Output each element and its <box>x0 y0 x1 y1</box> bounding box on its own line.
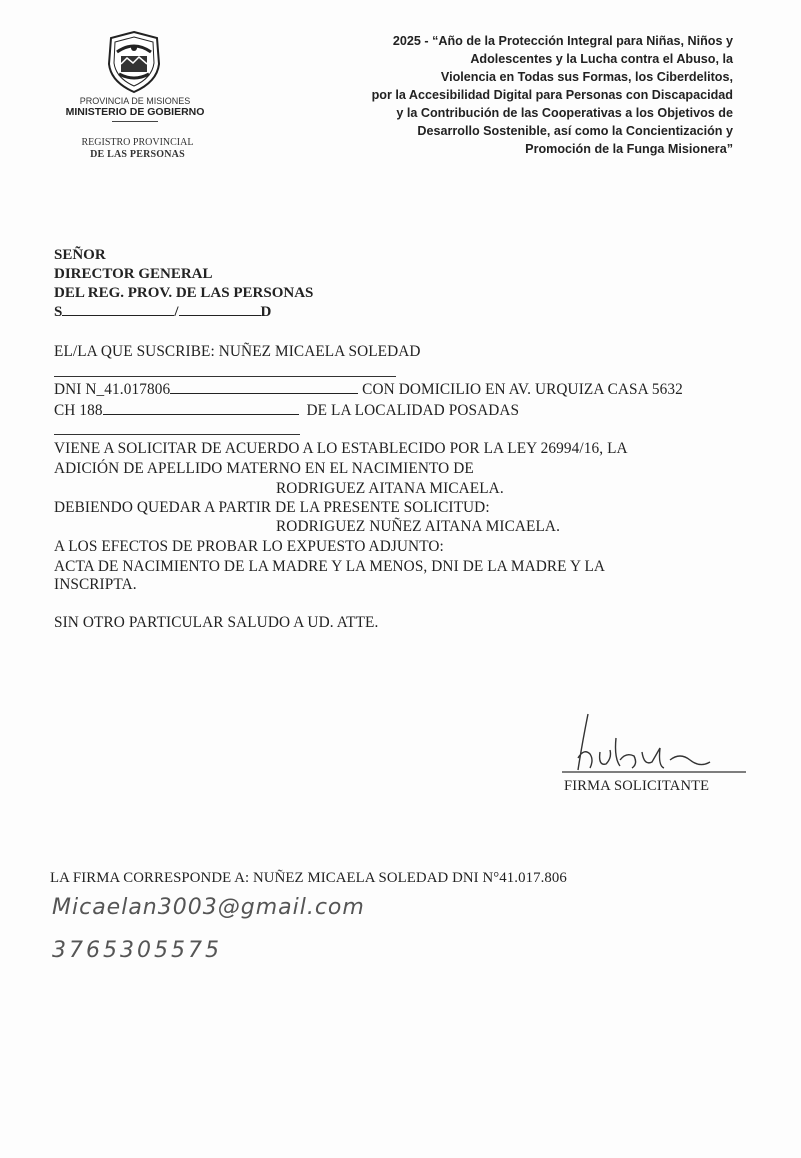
name-after: RODRIGUEZ NUÑEZ AITANA MICAELA. <box>276 518 560 535</box>
salutation-slash: / <box>174 304 179 320</box>
salutation-d: D <box>260 304 272 320</box>
letterhead-divider <box>112 121 158 122</box>
addressee-line: SEÑOR <box>54 247 106 263</box>
blank-line <box>62 303 174 316</box>
handwritten-signature <box>560 708 750 788</box>
blank-line <box>54 376 396 377</box>
addressee-block <box>54 246 313 322</box>
motto-line: por la Accesibilidad Digital para Personas con Discapacidad <box>371 88 733 102</box>
dni-value: DNI N_41.017806 <box>54 381 171 398</box>
request-line: VIENE A SOLICITAR DE ACUERDO A LO ESTABLECIDO POR LA LEY 26994/16, LA <box>54 440 628 457</box>
locality-line <box>54 402 519 420</box>
ch-value: CH 188 <box>54 402 103 419</box>
motto-line: Promoción de la Funga Misionera” <box>525 142 733 156</box>
motto-line: Adolescentes y la Lucha contra el Abuso, la <box>470 52 733 66</box>
addressee-line: DEL REG. PROV. DE LAS PERSONAS <box>54 285 314 301</box>
motto-line: Desarrollo Sostenible, así como la Concientización y <box>417 124 733 138</box>
handwritten-phone: 3765305575 <box>52 938 222 963</box>
request-line: ADICIÓN DE APELLIDO MATERNO EN EL NACIMIENTO DE <box>54 460 474 477</box>
blank-line <box>54 434 300 435</box>
motto-line: Violencia en Todas sus Formas, los Ciberdelitos, <box>440 70 733 84</box>
blank-line <box>179 303 261 316</box>
subscriber-line: EL/LA QUE SUSCRIBE: NUÑEZ MICAELA SOLEDAD <box>54 343 421 360</box>
domicile-value: CON DOMICILIO EN AV. URQUIZA CASA 5632 <box>362 381 683 398</box>
name-before: RODRIGUEZ AITANA MICAELA. <box>276 480 504 497</box>
proof-line: ACTA DE NACIMIENTO DE LA MADRE Y LA MENOS, DNI DE LA MADRE Y LA <box>54 558 606 575</box>
coat-of-arms-seal-icon <box>103 30 165 94</box>
registry-name-line1: REGISTRO PROVINCIAL <box>81 137 194 148</box>
proof-line: INSCRIPTA. <box>54 576 137 593</box>
ministry-name: MINISTERIO DE GOBIERNO <box>65 106 205 118</box>
locality-value: DE LA LOCALIDAD POSADAS <box>306 402 520 419</box>
addressee-line: DIRECTOR GENERAL <box>54 266 213 282</box>
handwritten-email: Micaelan3003@gmail.com <box>52 895 365 920</box>
motto-line: y la Contribución de las Cooperativas a los Objetivos de <box>396 106 733 120</box>
province-name: PROVINCIA DE MISIONES <box>79 96 191 106</box>
salutation-line <box>54 303 313 322</box>
proof-line: A LOS EFECTOS DE PROBAR LO EXPUESTO ADJUNTO: <box>54 538 444 555</box>
year-motto <box>293 32 733 158</box>
salutation-s: S <box>54 304 63 320</box>
blank-line <box>103 402 299 415</box>
signature-correspondence: LA FIRMA CORRESPONDE A: NUÑEZ MICAELA SOLEDAD DNI N°41.017.806 <box>50 870 567 886</box>
request-line: DEBIENDO QUEDAR A PARTIR DE LA PRESENTE SOLICITUD: <box>54 499 490 516</box>
registry-name-line2: DE LAS PERSONAS <box>90 149 185 160</box>
closing-line: SIN OTRO PARTICULAR SALUDO A UD. ATTE. <box>54 614 379 631</box>
signature-label-text: FIRMA SOLICITANTE <box>564 778 710 794</box>
motto-line: 2025 - “Año de la Protección Integral para Niñas, Niños y <box>392 34 733 48</box>
dni-domicile-line <box>54 381 683 399</box>
blank-line <box>170 381 358 394</box>
signature-label <box>564 778 709 795</box>
